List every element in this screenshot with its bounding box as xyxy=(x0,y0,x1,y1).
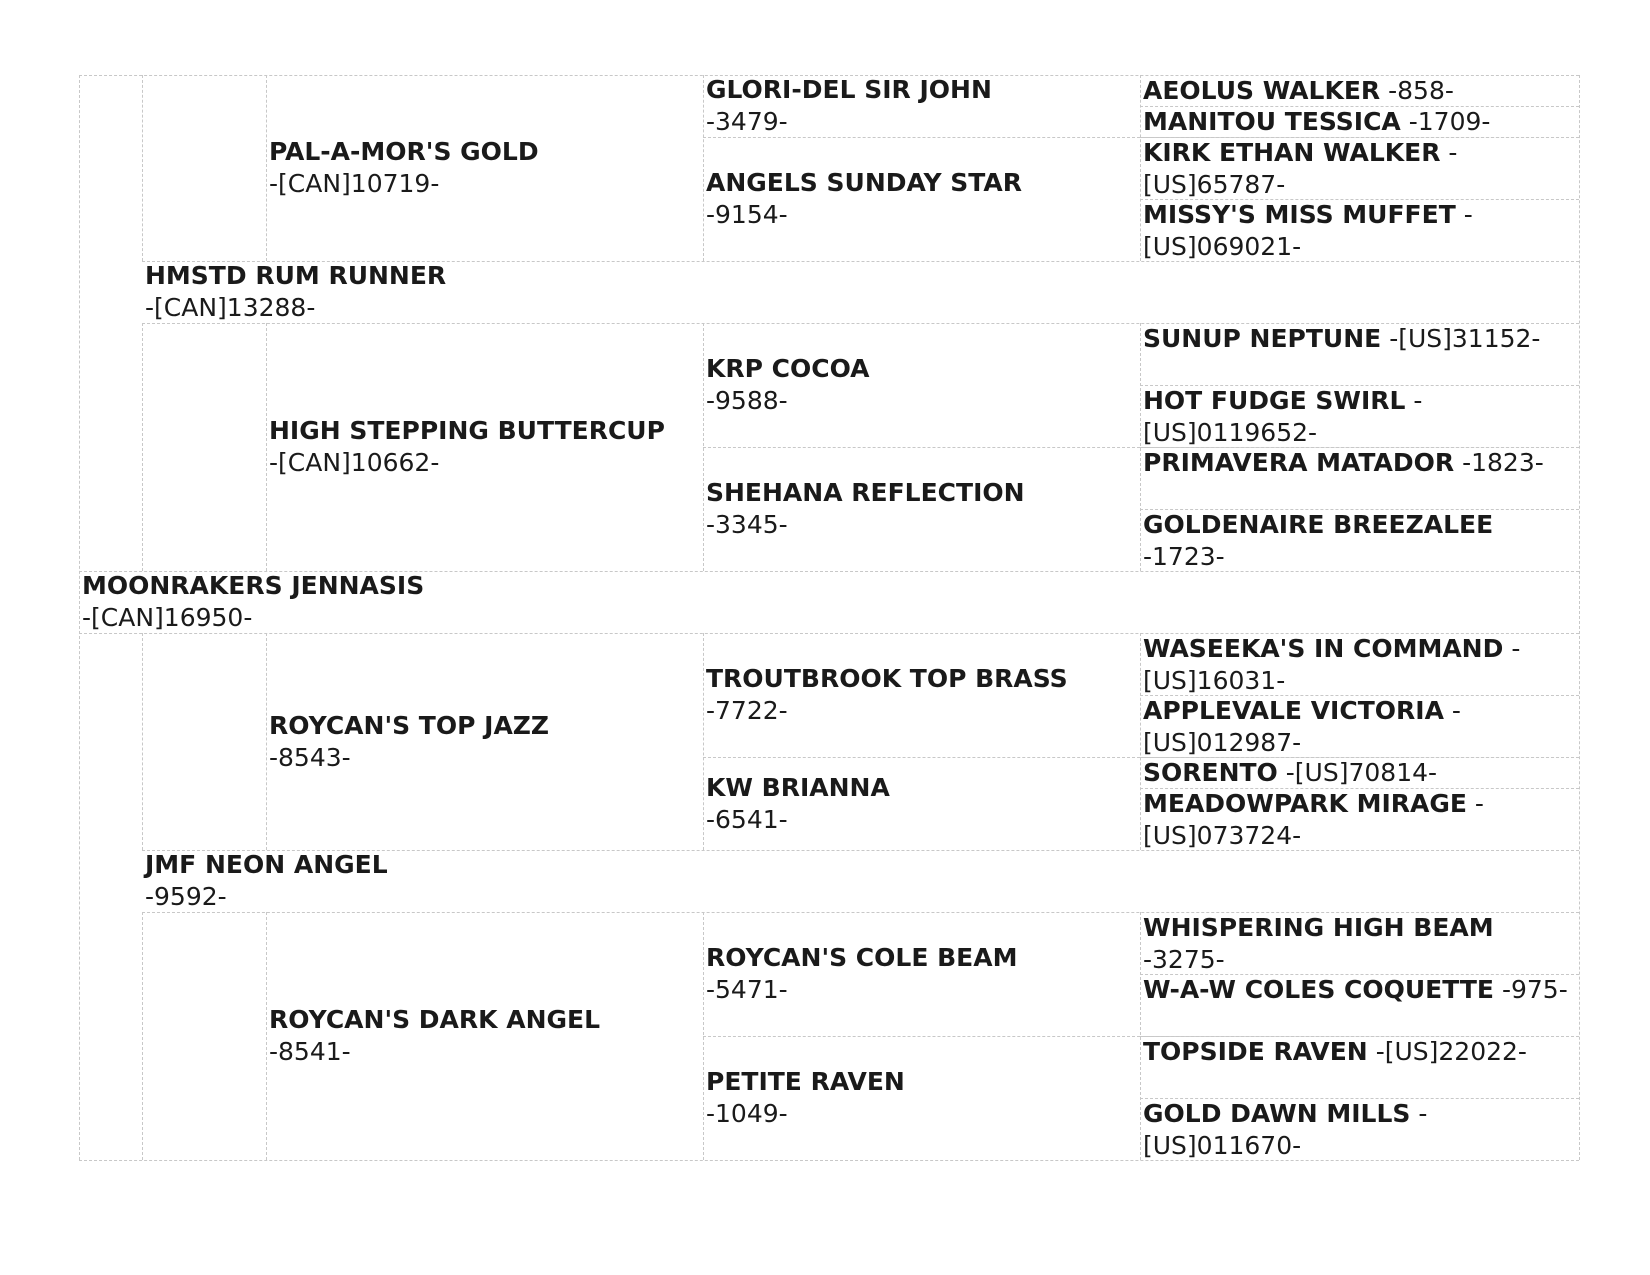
dog-name: APPLEVALE VICTORIA xyxy=(1143,696,1444,725)
great-grandparent-ddd xyxy=(703,1036,1140,1160)
gen4-ancestor xyxy=(1140,385,1579,447)
registration-number: -9588- xyxy=(706,386,788,415)
gen4-ancestor xyxy=(1140,199,1579,261)
gen4-ancestor xyxy=(1140,633,1579,695)
registration-number: -858- xyxy=(1388,76,1454,105)
gen4-ancestor xyxy=(1140,137,1579,199)
dog-name: SUNUP NEPTUNE xyxy=(1143,324,1382,353)
dog-name: AEOLUS WALKER xyxy=(1143,76,1381,105)
registration-number: -[US]16031- xyxy=(1143,634,1521,695)
grandparent-ds xyxy=(266,633,703,850)
registration-number: -[US]012987- xyxy=(1143,696,1461,757)
registration-number: -9592- xyxy=(145,882,227,911)
dog-name: TROUTBROOK TOP BRASS xyxy=(706,664,1068,693)
registration-number: -[CAN]10662- xyxy=(269,448,440,477)
col1-line-a xyxy=(142,75,143,261)
dog-name: SORENTO xyxy=(1143,758,1278,787)
dog-name: KW BRIANNA xyxy=(706,772,890,802)
registration-number: -1823- xyxy=(1462,448,1544,477)
dog-name: JMF NEON ANGEL xyxy=(145,850,388,879)
dog-name: MOONRAKERS JENNASIS xyxy=(82,571,425,600)
dog-name: HMSTD RUM RUNNER xyxy=(145,261,447,290)
registration-number: -1709- xyxy=(1408,107,1491,136)
gen4-ancestor xyxy=(1140,788,1579,850)
table-border-bottom xyxy=(79,1160,1579,1161)
gen4-ancestor xyxy=(1140,447,1579,509)
dog-name: MEADOWPARK MIRAGE xyxy=(1143,789,1467,818)
dog-name: ROYCAN'S COLE BEAM xyxy=(706,943,1018,972)
registration-number: -[US]22022- xyxy=(1375,1037,1527,1066)
registration-number: -3275- xyxy=(1143,945,1225,974)
gen4-ancestor xyxy=(1140,75,1579,106)
grandparent-ss xyxy=(266,75,703,261)
grandparent-dd xyxy=(266,912,703,1160)
dam-dog xyxy=(142,850,1579,912)
great-grandparent-sdd xyxy=(703,447,1140,571)
table-border-right xyxy=(1579,75,1580,1160)
registration-number: -[US]073724- xyxy=(1143,789,1484,850)
gen4-ancestor xyxy=(1140,106,1579,137)
subject-dog xyxy=(79,571,1579,633)
dog-name: GOLD DAWN MILLS xyxy=(1143,1099,1411,1128)
gen4-ancestor xyxy=(1140,757,1579,788)
dog-name: GLORI-DEL SIR JOHN xyxy=(706,75,992,104)
dog-name: MISSY'S MISS MUFFET xyxy=(1143,200,1456,229)
dog-name: ANGELS SUNDAY STAR xyxy=(706,168,1022,197)
dog-name: PETITE RAVEN xyxy=(706,1067,905,1096)
dog-name: ROYCAN'S TOP JAZZ xyxy=(269,710,550,740)
gen4-ancestor xyxy=(1140,509,1579,571)
dog-name: KIRK ETHAN WALKER xyxy=(1143,138,1441,167)
gen4-ancestor xyxy=(1140,695,1579,757)
registration-number: -[US]31152- xyxy=(1389,324,1541,353)
dog-name: WASEEKA'S IN COMMAND xyxy=(1143,634,1504,663)
col1-line-c xyxy=(142,633,143,850)
registration-number: -1049- xyxy=(706,1099,788,1128)
registration-number: -6541- xyxy=(706,804,788,834)
registration-number: -[CAN]10719- xyxy=(269,169,440,198)
dog-name: W-A-W COLES COQUETTE xyxy=(1143,975,1495,1004)
dog-name: GOLDENAIRE BREEZALEE xyxy=(1143,510,1494,539)
dog-name: ROYCAN'S DARK ANGEL xyxy=(269,1005,601,1034)
dog-name: HIGH STEPPING BUTTERCUP xyxy=(269,416,665,445)
grandparent-sd xyxy=(266,323,703,571)
registration-number: -[US]70814- xyxy=(1285,758,1438,787)
great-grandparent-dds xyxy=(703,912,1140,1036)
registration-number: -[US]65787- xyxy=(1143,138,1458,199)
registration-number: -3479- xyxy=(706,107,788,136)
registration-number: -8541- xyxy=(269,1037,351,1066)
registration-number: -[CAN]16950- xyxy=(82,603,253,632)
pedigree-chart xyxy=(79,75,1579,1221)
col1-line-d xyxy=(142,912,143,1160)
gen4-ancestor xyxy=(1140,1036,1579,1098)
gen4-ancestor xyxy=(1140,912,1579,974)
registration-number: -975- xyxy=(1501,975,1568,1004)
registration-number: -8543- xyxy=(269,742,351,772)
sire-dog xyxy=(142,261,1579,323)
registration-number: -[US]069021- xyxy=(1143,200,1473,261)
great-grandparent-dss xyxy=(703,633,1140,757)
dog-name: HOT FUDGE SWIRL xyxy=(1143,386,1406,415)
great-grandparent-ssd xyxy=(703,137,1140,261)
dog-name: PAL-A-MOR'S GOLD xyxy=(269,137,539,166)
registration-number: -[US]011670- xyxy=(1143,1099,1428,1160)
dog-name: TOPSIDE RAVEN xyxy=(1143,1037,1368,1066)
great-grandparent-sss xyxy=(703,75,1140,137)
dog-name: MANITOU TESSICA xyxy=(1143,107,1401,136)
dog-name: PRIMAVERA MATADOR xyxy=(1143,448,1455,477)
dog-name: SHEHANA REFLECTION xyxy=(706,478,1025,507)
gen4-ancestor xyxy=(1140,974,1579,1036)
registration-number: -[US]0119652- xyxy=(1143,386,1423,447)
registration-number: -[CAN]13288- xyxy=(145,293,316,322)
gen4-ancestor xyxy=(1140,1098,1579,1160)
registration-number: -9154- xyxy=(706,200,788,229)
registration-number: -5471- xyxy=(706,975,788,1004)
registration-number: -3345- xyxy=(706,510,788,539)
registration-number: -1723- xyxy=(1143,542,1225,571)
col1-line-b xyxy=(142,323,143,571)
great-grandparent-sds xyxy=(703,323,1140,447)
registration-number: -7722- xyxy=(706,696,788,725)
dog-name: KRP COCOA xyxy=(706,354,870,383)
great-grandparent-dsd xyxy=(703,757,1140,850)
gen4-ancestor xyxy=(1140,323,1579,385)
dog-name: WHISPERING HIGH BEAM xyxy=(1143,913,1494,942)
